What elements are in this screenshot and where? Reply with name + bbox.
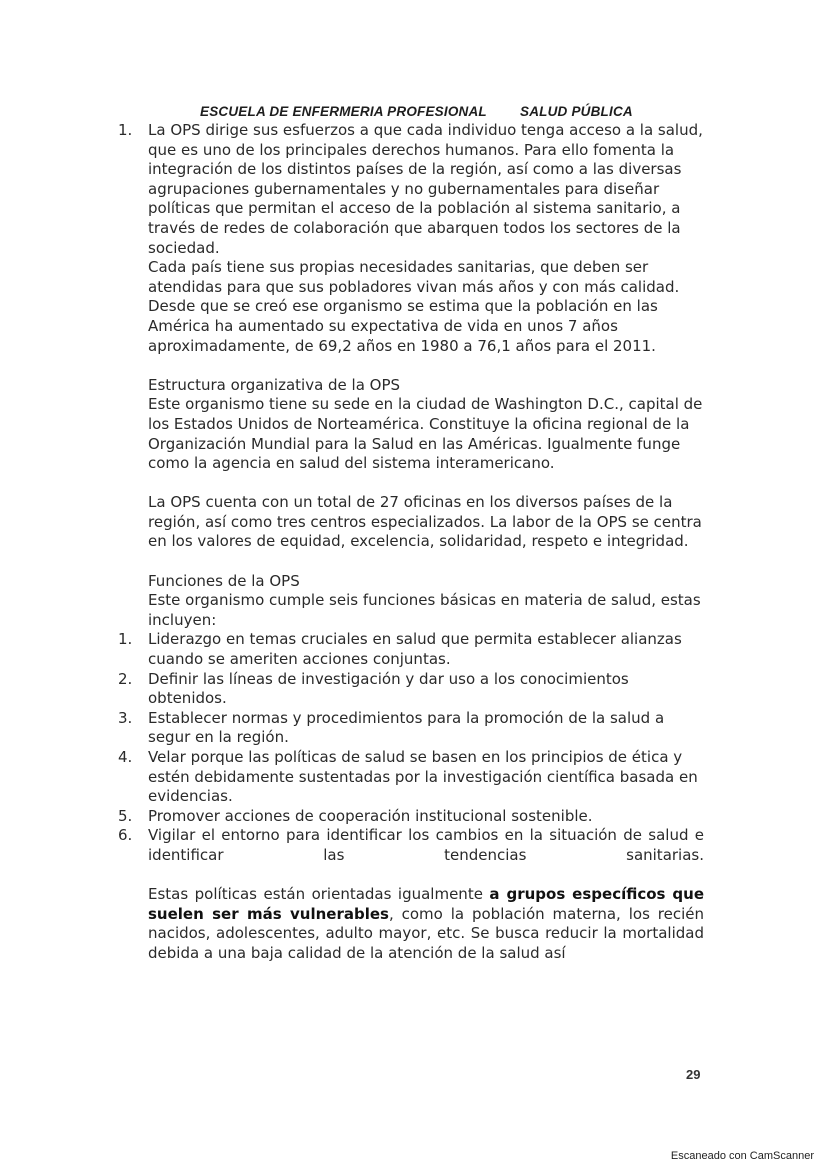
list-number: 3.	[118, 708, 133, 727]
list-item	[118, 807, 704, 827]
list-number: 1.	[118, 630, 133, 649]
functions-list	[118, 630, 704, 865]
structure-paragraph-2: La OPS cuenta con un total de 27 oficinas en los diversos países de la región, así como tres centros especializados. La labor de la OPS se centra en los valores de equidad, excelencia, solidaridad, respeto e integridad.	[148, 493, 702, 551]
intro-list-item	[118, 121, 704, 258]
closing-paragraph	[118, 885, 704, 963]
list-number: 4.	[118, 748, 133, 766]
functions-heading: Funciones de la OPS	[148, 571, 300, 590]
list-item	[118, 670, 704, 709]
closing-text-before: Estas políticas están orientadas igualmente	[148, 885, 490, 904]
list-text: Definir las líneas de investigación y dar uso a los conocimientos obtenidos.	[148, 669, 629, 708]
list-item	[118, 748, 704, 807]
functions-intro: Este organismo cumple seis funciones básicas en materia de salud, estas incluyen:	[148, 591, 701, 629]
list-item	[118, 826, 704, 865]
list-text: Vigilar el entorno para identificar los cambios en la situación de salud e identificar las tendencias sanitarias.	[148, 826, 704, 864]
list-number: 1.	[118, 121, 133, 139]
closing-emphasis: a grupos específicos que suelen ser más vulnerables	[148, 885, 704, 923]
list-text: Establecer normas y procedimientos para la promoción de la salud a segur en la región.	[148, 708, 665, 747]
header-subject: SALUD PÚBLICA	[520, 104, 633, 119]
running-header	[200, 104, 633, 119]
document-body	[118, 121, 704, 964]
list-number: 6.	[118, 826, 133, 845]
list-number: 5.	[118, 806, 133, 825]
list-text: Liderazgo en temas cruciales en salud que permita establecer alianzas cuando se ameriten acciones conjuntas.	[148, 630, 682, 669]
list-number: 2.	[118, 669, 133, 688]
structure-heading: Estructura organizativa de la OPS	[148, 375, 401, 394]
page-number: 29	[686, 1067, 701, 1082]
list-text: Promover acciones de cooperación institucional sostenible.	[148, 806, 593, 825]
structure-paragraph-1: Este organismo tiene su sede en la ciudad de Washington D.C., capital de los Estados Unidos de Norteamérica. Constituye la oficina regional de la Organización Mundial para la Salud en las Américas. Igualmente funge como la agencia en salud del sistema interamericano.	[148, 395, 703, 473]
closing-text-after: , como la población materna, los recién nacidos, adolescentes, adulto mayor, etc. Se busca reducir la mortalidad debida a una baja calidad de la atención de la salud así	[148, 904, 704, 962]
intro-continuation: Cada país tiene sus propias necesidades sanitarias, que deben ser atendidas para que sus pobladores vivan más años y con más calidad. Desde que se creó ese organismo se estima que la población en las América ha aumentado su expectativa de vida en unos 7 años aproximadamente, de 69,2 años en 1980 a 76,1 años para el 2011.	[148, 258, 680, 355]
intro-paragraph: La OPS dirige sus esfuerzos a que cada individuo tenga acceso a la salud, que es uno de los principales derechos humanos. Para ello fomenta la integración de los distintos países de la región, así como a las diversas agrupaciones gubernamentales y no gubernamentales para diseñar políticas que permitan el acceso de la población al sistema sanitario, a través de redes de colaboración que abarquen todos los sectores de la sociedad.	[148, 121, 703, 257]
list-text: Velar porque las políticas de salud se basen en los principios de ética y estén debidamente sustentadas por la investigación científica basada en evidencias.	[148, 748, 698, 806]
list-item	[118, 630, 704, 669]
scanner-watermark: Escaneado con CamScanner	[670, 1150, 814, 1162]
header-school: ESCUELA DE ENFERMERIA PROFESIONAL	[200, 104, 487, 119]
list-item	[118, 709, 704, 748]
